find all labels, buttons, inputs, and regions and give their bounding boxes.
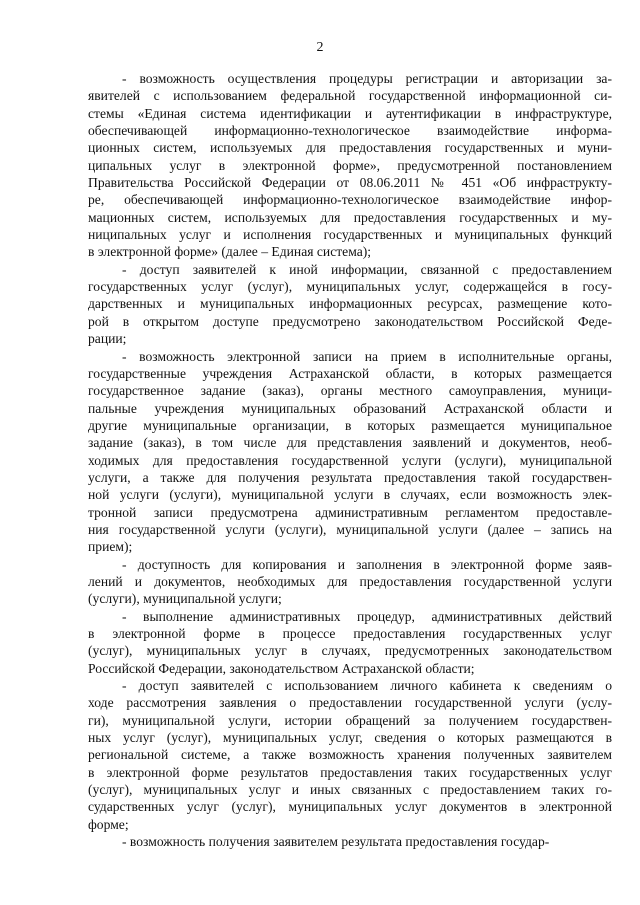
paragraph xyxy=(88,608,612,677)
text-line: в электронной форме результатов предоставления таких государственных услуг xyxy=(88,764,612,780)
text-line: государственное задание (заказ), органы местного самоуправления, муници- xyxy=(88,383,612,399)
text-line: ной услуги (услуги), муниципальной услуги в случаях, если возможность элек- xyxy=(88,487,612,503)
text-line: ходимых для предоставления государственной услуги (услуги), муниципальной xyxy=(88,452,612,468)
text-line: задание (заказ), в том числе для представления заявлений и документов, необ- xyxy=(88,435,612,451)
text-line: прием); xyxy=(88,539,133,555)
text-line: стемы «Единая система идентификации и аутентификации в инфраструктуре, xyxy=(88,105,612,121)
text-line: лений и документов, необходимых для предоставления государственной услуги xyxy=(88,573,612,589)
text-line: государственные учреждения Астраханской области, в которых размещается xyxy=(88,365,612,381)
paragraph xyxy=(88,348,612,556)
text-line: услуги, а также для получения результата предоставления такой государствен- xyxy=(88,469,612,485)
text-line: (услуги), муниципальной услуги; xyxy=(88,591,282,607)
paragraph xyxy=(88,833,612,850)
text-line: - возможность осуществления процедуры регистрации и авторизации за- xyxy=(122,71,612,86)
text-line: - доступ заявителей к иной информации, связанной с предоставлением xyxy=(122,261,612,277)
text-line: сударственных услуг (услуг), муниципальных услуг документов в электронной xyxy=(88,799,612,815)
text-line: ниципальных услуг и исполнения государственных и муниципальных функций xyxy=(88,227,612,243)
text-line: ных услуг (услуг), муниципальных услуг, сведения о которых размещаются в xyxy=(88,730,612,746)
paragraph xyxy=(88,556,612,608)
text-line: явителей с использованием федеральной государственной информационной си- xyxy=(88,88,612,104)
paragraph xyxy=(88,70,612,261)
text-line: ципальных услуг в электронной форме», предусмотренной постановлением xyxy=(88,157,612,173)
text-line: ния государственной услуги (услуги), муниципальной услуги (далее – запись на xyxy=(88,521,612,537)
text-line: (услуг), муниципальных услуг в случаях, предусмотренных законодательством xyxy=(88,643,612,659)
text-line: - доступ заявителей с использованием личного кабинета к сведениям о xyxy=(122,678,612,694)
text-line: пальные учреждения муниципальных образований Астраханской области и xyxy=(88,400,612,416)
paragraph xyxy=(88,677,612,833)
text-line: Правительства Российской Федерации от 08.06.2011 № 451 «Об инфраструкту- xyxy=(88,175,612,191)
text-line: (услуг), муниципальных услуг и иных связанных с предоставлением таких го- xyxy=(88,782,612,798)
text-line: другие муниципальные организации, в которых размещается муниципальное xyxy=(88,417,612,433)
text-line: ги), муниципальной услуги, истории обращений за получением государствен- xyxy=(88,712,612,728)
text-line: тронной записи предусмотрена административным регламентом предоставле- xyxy=(88,504,612,520)
text-line: рой в открытом доступе предусмотрено законодательством Российской Феде- xyxy=(88,313,612,329)
text-line: ционных систем, используемых для предоставления государственных и муни- xyxy=(88,140,612,156)
text-line: мационных систем, используемых для предоставления государственных и му- xyxy=(88,209,612,225)
text-line: ходе рассмотрения заявления о предоставлении государственной услуги (услу- xyxy=(88,695,612,711)
text-line: государственных услуг (услуг), муниципальных услуг, содержащейся в госу- xyxy=(88,279,612,295)
document-body xyxy=(88,70,612,850)
paragraph xyxy=(88,261,612,348)
text-line: - выполнение административных процедур, административных действий xyxy=(122,608,612,624)
text-line: в электронной форме в процессе предоставления государственных услуг xyxy=(88,626,612,641)
page-number: 2 xyxy=(316,40,324,55)
text-line: рации; xyxy=(88,331,127,347)
text-line: дарственных и муниципальных информационных ресурсах, размещение кото- xyxy=(88,296,612,312)
text-line: ре, обеспечивающей информационно-технологическое взаимодействие инфор- xyxy=(88,192,612,208)
text-line: Российской Федерации, законодательством Астраханской области; xyxy=(88,660,475,676)
text-line: региональной системе, а также возможность хранения полученных заявителем xyxy=(88,747,612,763)
text-line: - доступность для копирования и заполнения в электронной форме заяв- xyxy=(122,556,612,572)
text-line: обеспечивающей информационно-технологическое взаимодействие информа- xyxy=(88,123,612,139)
text-line: - возможность электронной записи на прием в исполнительные органы, xyxy=(122,348,612,364)
text-line: - возможность получения заявителем результата предоставления государ- xyxy=(122,834,550,850)
text-line: форме; xyxy=(88,816,129,832)
text-line: в электронной форме» (далее – Единая система); xyxy=(88,244,372,260)
